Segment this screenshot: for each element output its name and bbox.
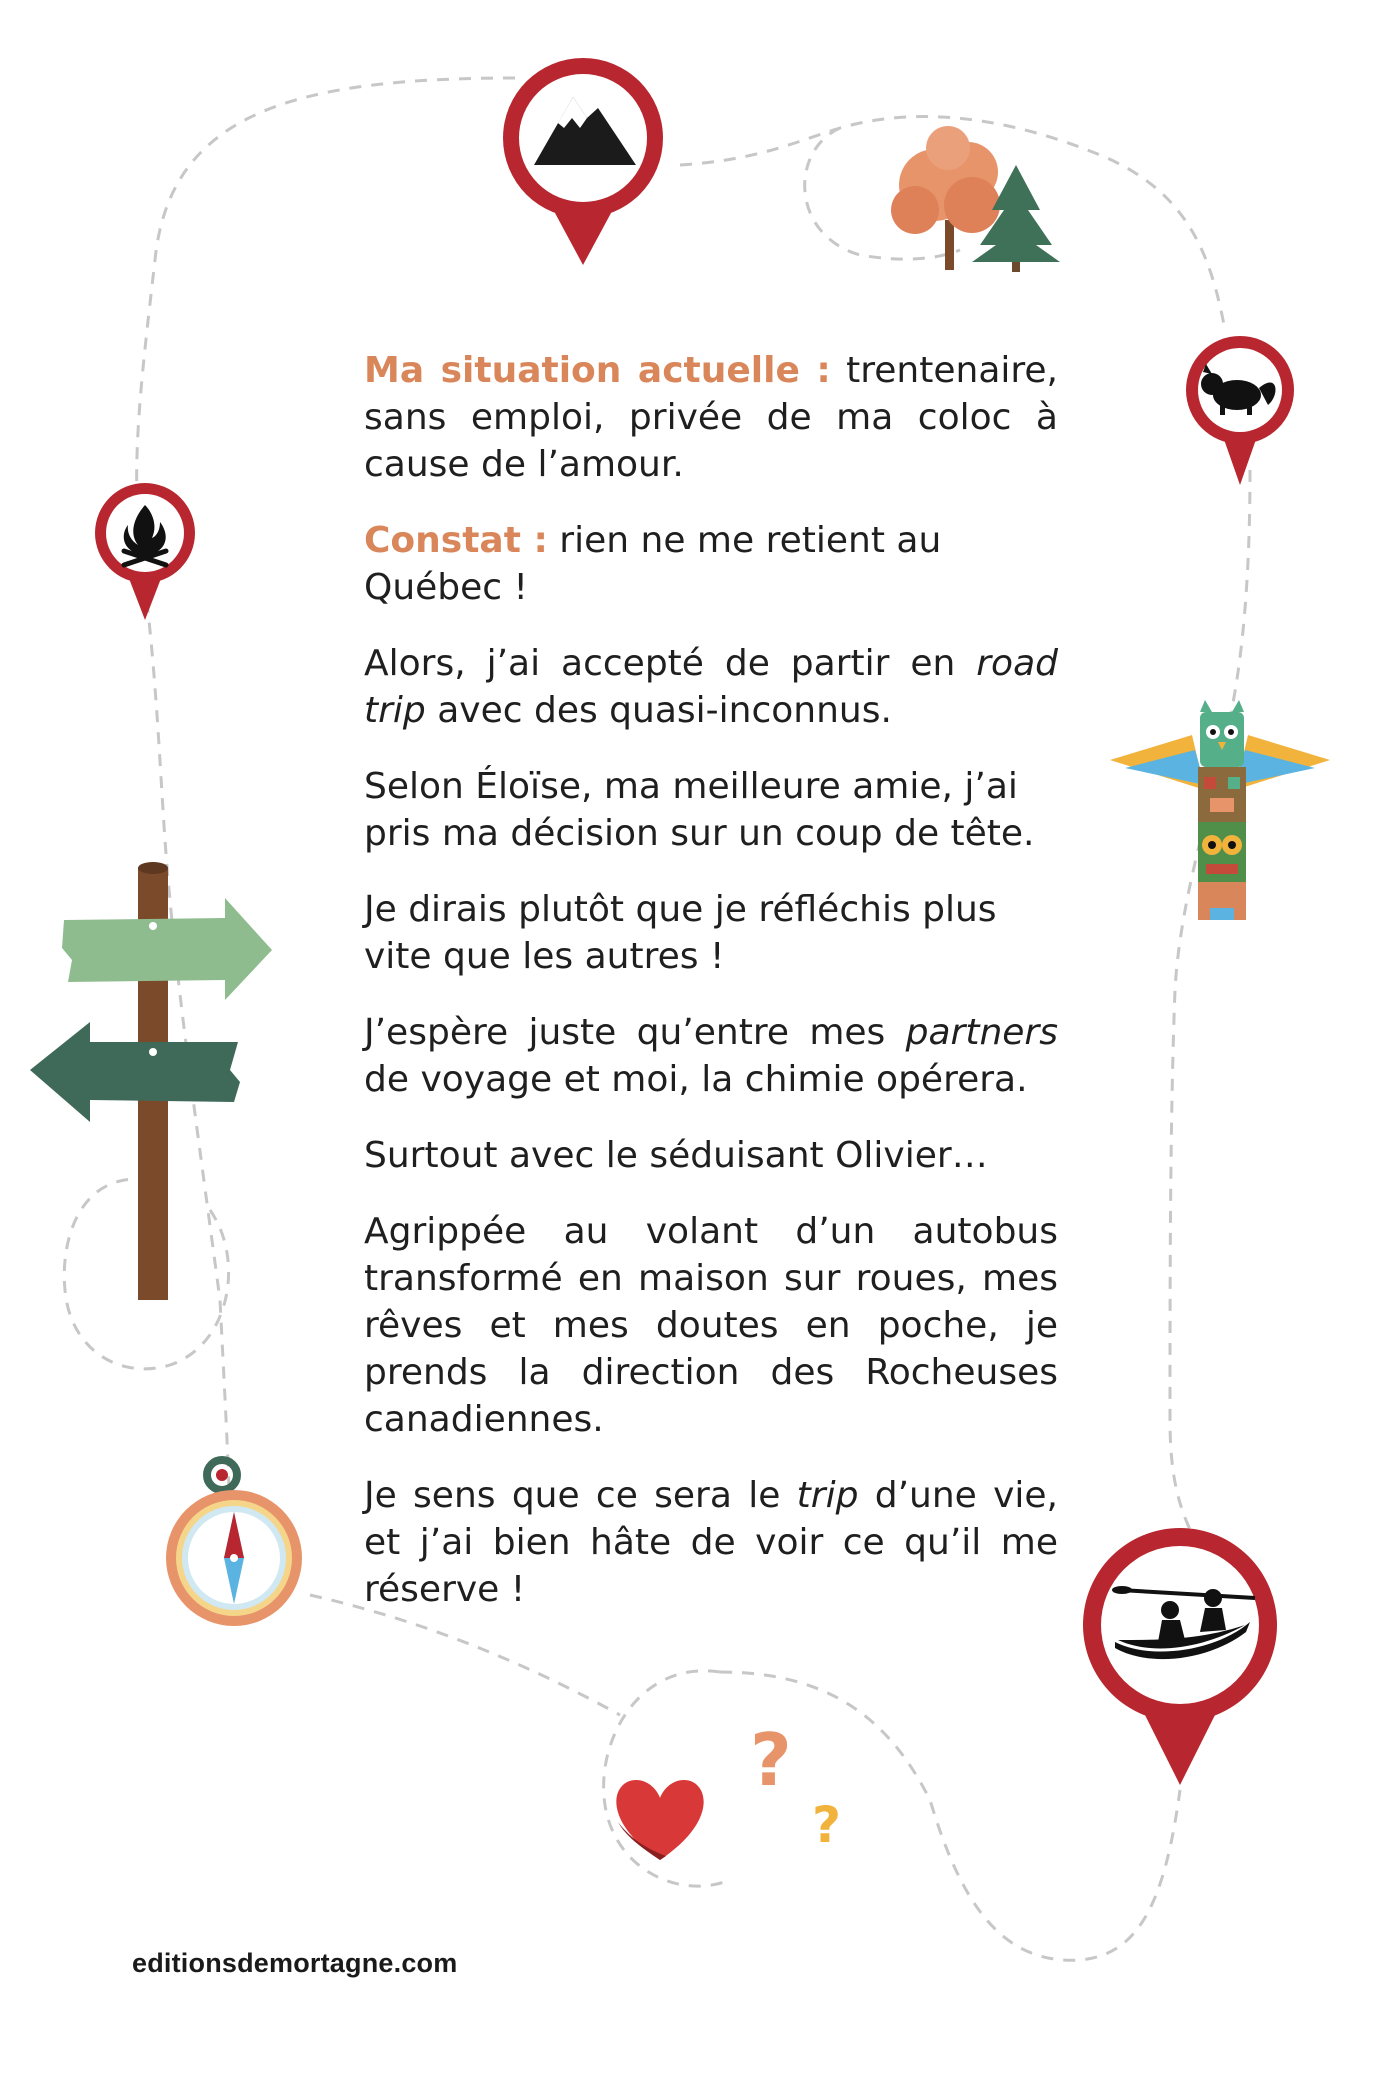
mountain-pin-icon (503, 58, 663, 265)
paragraph-olivier: Surtout avec le séduisant Olivier… (364, 1135, 988, 1176)
kayak-pin-icon (1083, 1528, 1277, 1785)
heart-icon (616, 1780, 703, 1860)
road-trip-text-b: avec des quasi-inconnus. (425, 690, 892, 731)
paragraph-partners (364, 1009, 1058, 1103)
road-trip-emphasis: road trip (364, 643, 1058, 731)
constat-text: rien ne me retient au Québec ! (364, 520, 942, 608)
trees-icon (891, 126, 1060, 272)
trip-text-b: d’une vie, et j’ai bien hâte de voir ce qu’il me réserve ! (364, 1475, 1058, 1610)
situation-text: trentenaire, sans emploi, privée de ma coloc à cause de l’amour. (364, 350, 1058, 485)
paragraph-constat (364, 517, 1058, 611)
constat-label: Constat : (364, 520, 548, 561)
situation-label: Ma situation actuelle : (364, 350, 831, 391)
totem-icon (1110, 700, 1330, 920)
paragraph-eloise: Selon Éloïse, ma meilleure amie, j’ai pris ma décision sur un coup de tête. (364, 766, 1035, 854)
svg-text:?: ? (750, 1718, 792, 1802)
partners-text-a: J’espère juste qu’entre mes (364, 1012, 906, 1053)
publisher-website[interactable]: editionsdemortagne.com (132, 1948, 458, 1978)
campfire-pin-icon (95, 483, 195, 620)
paragraph-situation (364, 347, 1058, 488)
trip-emphasis: trip (796, 1475, 859, 1516)
raccoon-pin-icon (1186, 336, 1294, 485)
svg-text:?: ? (812, 1796, 842, 1854)
paragraph-autobus: Agrippée au volant d’un autobus transformé en maison sur roues, mes rêves et mes doutes en poche, je prends la direction des Rocheuses canadiennes. (364, 1211, 1058, 1440)
partners-text-b: de voyage et moi, la chimie opérera. (364, 1059, 1028, 1100)
road-trip-text-a: Alors, j’ai accepté de partir en (364, 643, 977, 684)
paragraph-trip (364, 1472, 1058, 1613)
compass-icon (166, 1460, 302, 1626)
paragraph-reflechis: Je dirais plutôt que je réfléchis plus vite que les autres ! (364, 889, 997, 977)
story-text (364, 347, 1058, 1642)
trip-text-a: Je sens que ce sera le (364, 1475, 797, 1516)
paragraph-road-trip (364, 640, 1058, 734)
question-marks-icon (750, 1718, 841, 1854)
partners-emphasis: partners (905, 1012, 1058, 1053)
signpost-icon (30, 862, 272, 1300)
